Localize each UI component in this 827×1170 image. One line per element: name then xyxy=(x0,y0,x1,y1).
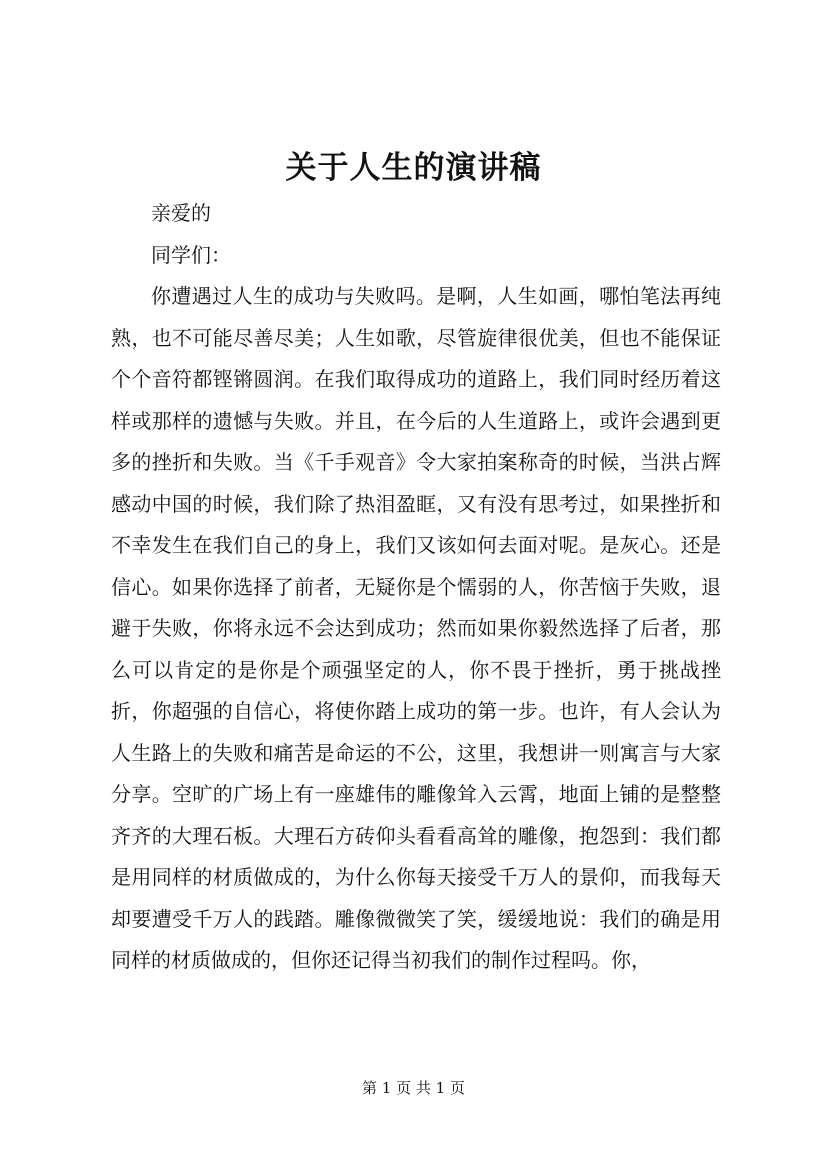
page-footer: 第 1 页 共 1 页 xyxy=(362,1079,465,1097)
document-title: 关于人生的演讲稿 xyxy=(285,150,542,186)
document-body xyxy=(111,193,721,982)
salutation-line: 同学们： xyxy=(151,242,231,267)
body-paragraph: 你遭遇过人生的成功与失败吗。是啊，人生如画，哪怕笔法再纯熟，也不可能尽善尽美；人生如歌，尽管旋律很优美，但也不能保证个个音符都铿锵圆润。在我们取得成功的道路上，我们同时经历着这样或那样的遗憾与失败。并且，在今后的人生道路上，或许会遇到更多的挫折和失败。当《千手观音》令大家拍案称奇的时候，当洪占辉感动中国的时候，我们除了热泪盈眶，又有没有思考过，如果挫折和不幸发生在我们自己的身上，我们又该如何去面对呢。是灰心。还是信心。如果你选择了前者，无疑你是个懦弱的人，你苦恼于失败，退避于失败，你将永远不会达到成功；然而如果你毅然选择了后者，那么可以肯定的是你是个顽强坚定的人，你不畏于挫折，勇于挑战挫折，你超强的自信心，将使你踏上成功的第一步。也许，有人会认为人生路上的失败和痛苦是命运的不公，这里，我想讲一则寓言与大家分享。空旷的广场上有一座雄伟的雕像耸入云霄，地面上铺的是整整齐齐的大理石板。大理石方砖仰头看看高耸的雕像，抱怨到：我们都是用同样的材质做成的，为什么你每天接受千万人的景仰，而我每天却要遭受千万人的践踏。雕像微微笑了笑，缓缓地说：我们的确是用同样的材质做成的，但你还记得当初我们的制作过程吗。你， xyxy=(111,284,721,972)
salutation-line: 亲爱的 xyxy=(151,201,211,225)
